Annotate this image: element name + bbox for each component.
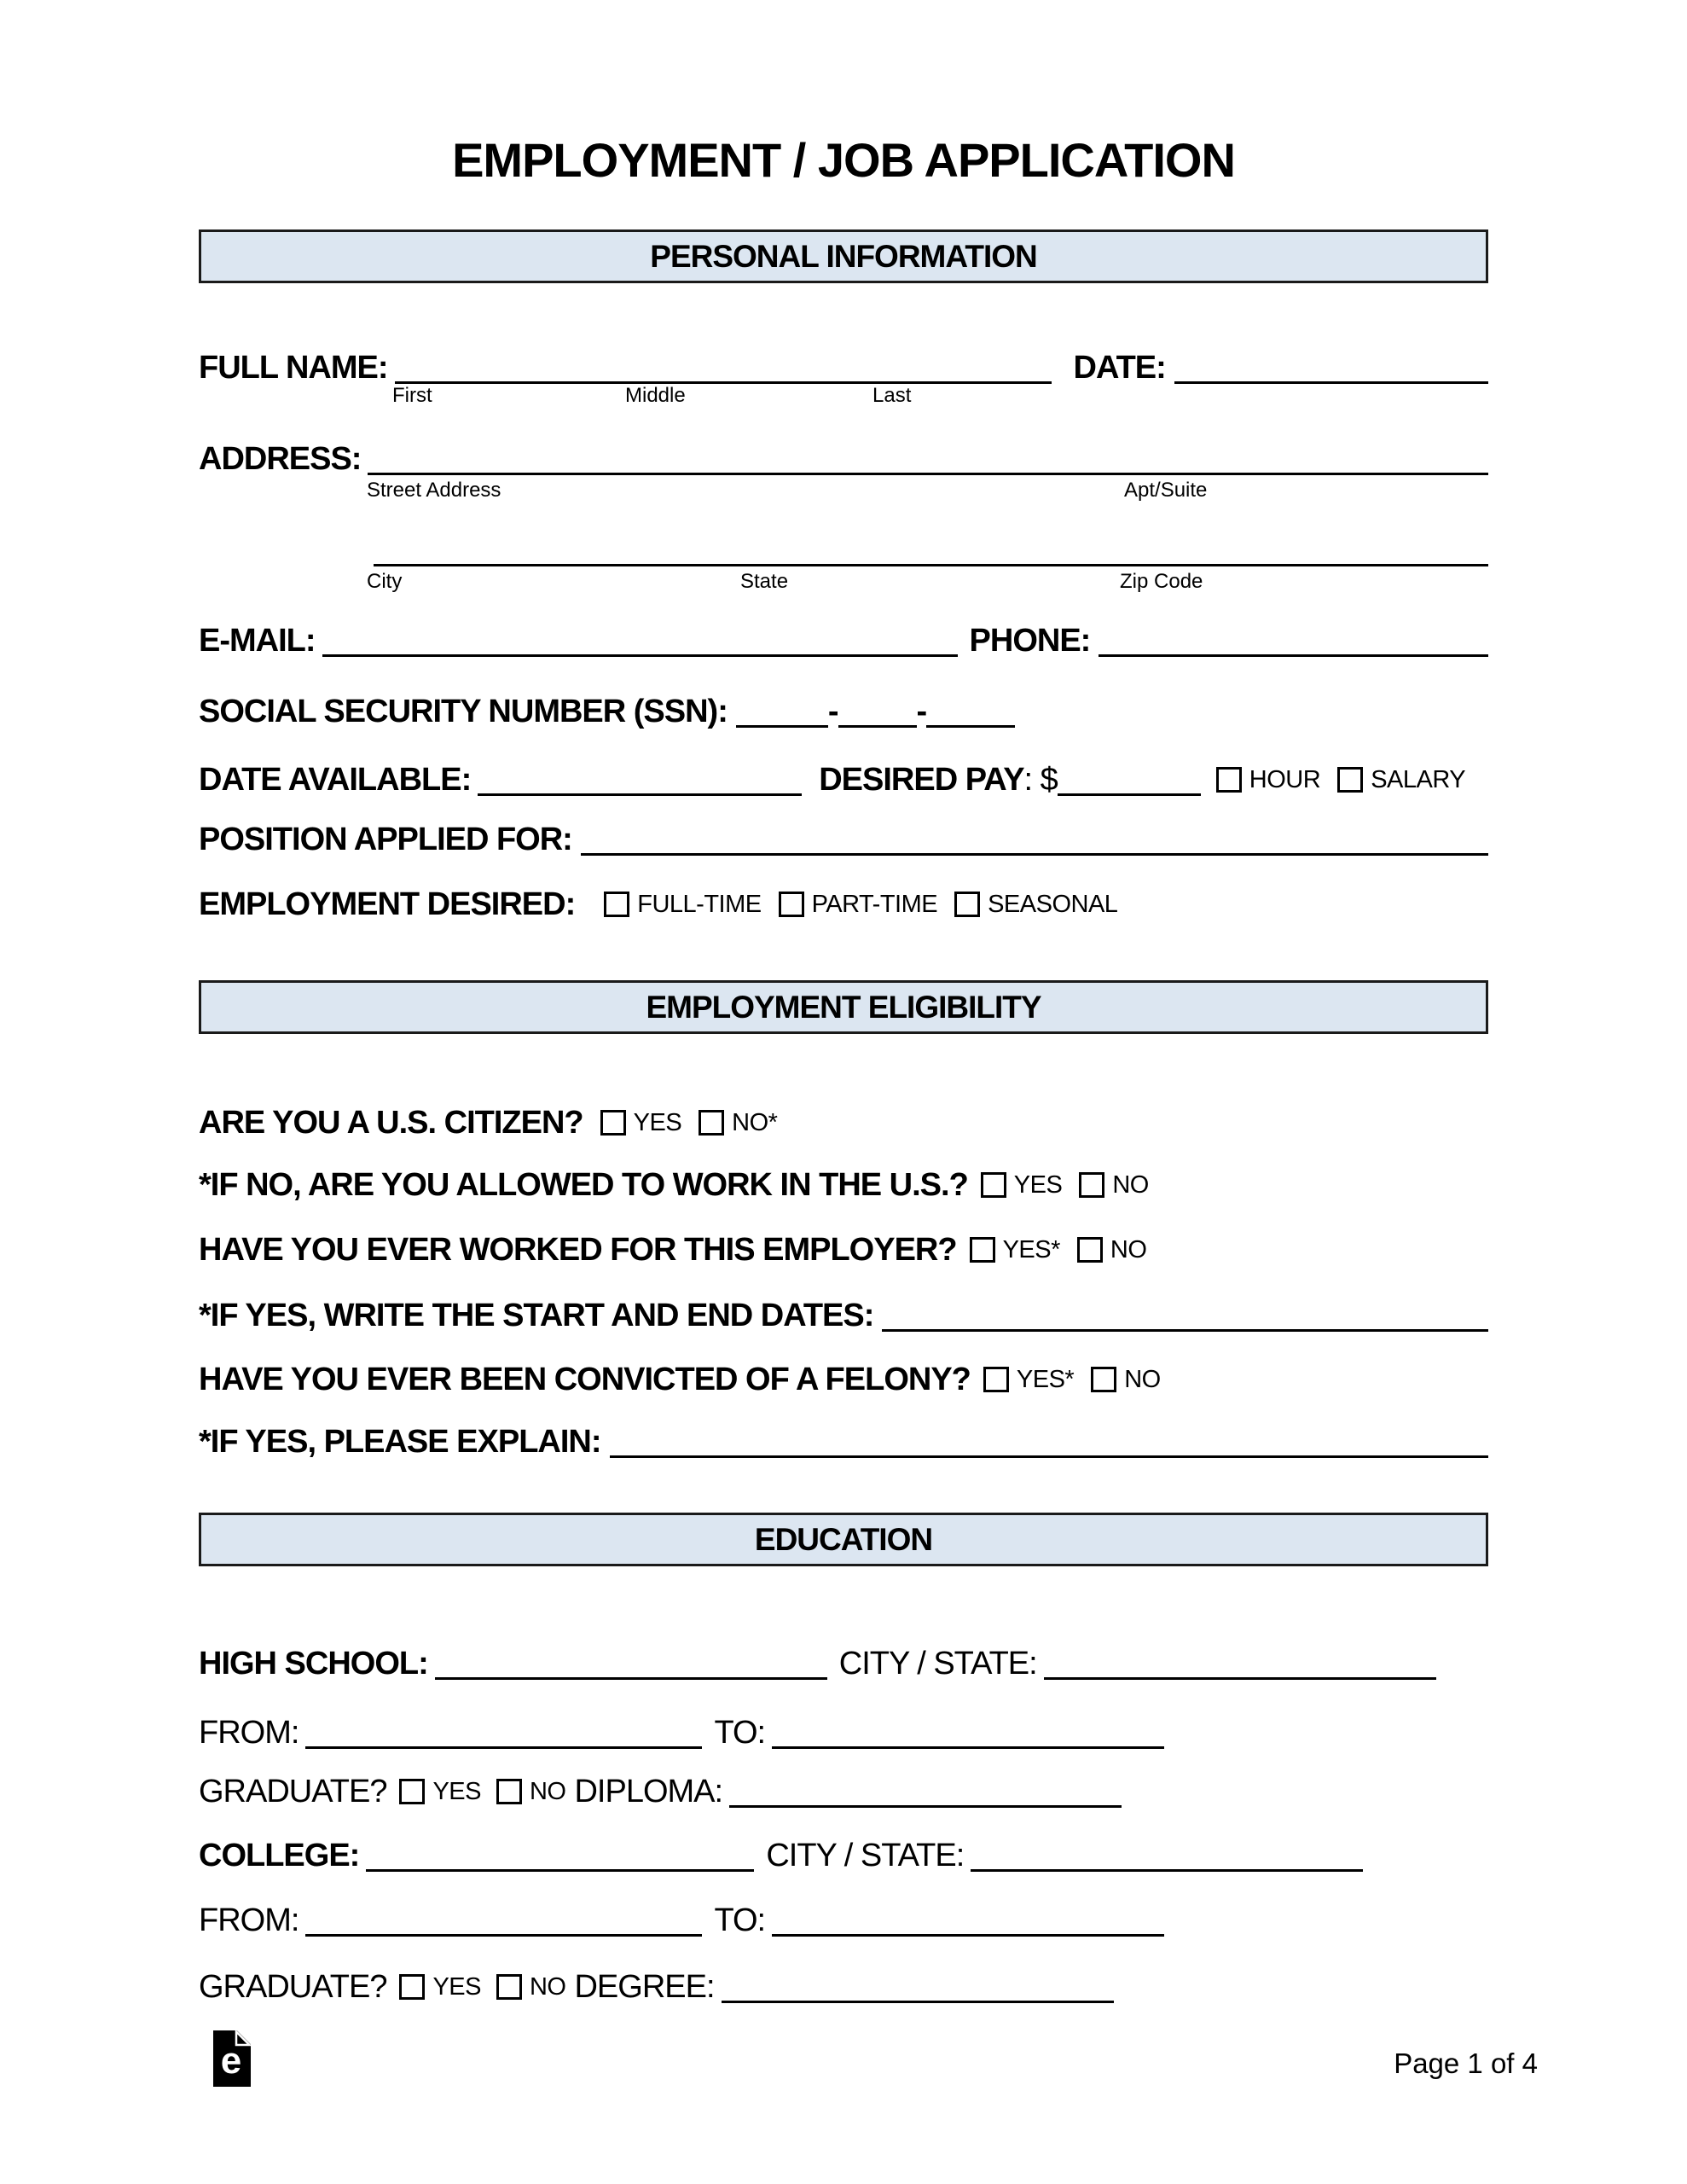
ssn-row: [199, 688, 1488, 728]
middle-name-sublabel: Middle: [625, 384, 686, 407]
start-end-dates-field[interactable]: [882, 1292, 1488, 1332]
date-available-desired-pay-row: [199, 756, 1488, 796]
position-applied-label: POSITION APPLIED FOR:: [199, 822, 572, 857]
checkbox-hs-graduate-yes[interactable]: [399, 1779, 425, 1804]
felony-explain-field[interactable]: [610, 1418, 1488, 1458]
hs-graduate-yes-label: YES: [432, 1778, 481, 1805]
apt-suite-sublabel: Apt/Suite: [1124, 479, 1208, 502]
checkbox-worked-yes[interactable]: [970, 1237, 995, 1263]
state-sublabel: State: [740, 570, 789, 593]
date-available-field[interactable]: [478, 756, 802, 796]
desired-pay-label: DESIRED PAY: [819, 762, 1024, 798]
worked-yes-label: YES*: [1002, 1236, 1060, 1263]
date-label: DATE:: [1073, 350, 1166, 386]
full-name-date-row: [199, 344, 1488, 384]
page-number: Page 1 of 4: [1394, 2048, 1538, 2079]
desired-pay-field[interactable]: [1058, 756, 1201, 796]
felony-yes-label: YES*: [1016, 1366, 1075, 1393]
full-name-field[interactable]: [395, 344, 1052, 384]
city-state-zip-field[interactable]: [374, 526, 1488, 566]
high-school-city-state-field[interactable]: [1044, 1640, 1436, 1680]
high-school-city-state-label: CITY / STATE:: [838, 1646, 1037, 1682]
diploma-label: DIPLOMA:: [574, 1774, 723, 1809]
high-school-field[interactable]: [435, 1640, 827, 1680]
zip-code-sublabel: Zip Code: [1120, 570, 1203, 593]
address-row: [199, 435, 1488, 475]
full-time-option-label: FULL-TIME: [637, 891, 762, 918]
address-label: ADDRESS:: [199, 441, 362, 477]
city-sublabel: City: [367, 570, 403, 593]
allowed-yes-label: YES: [1013, 1171, 1063, 1199]
allowed-no-label: NO: [1112, 1171, 1149, 1199]
worked-for-employer-question-row: [199, 1234, 1488, 1266]
high-school-row: [199, 1640, 1488, 1680]
street-address-sublabel: Street Address: [367, 479, 501, 502]
date-available-label: DATE AVAILABLE:: [199, 762, 472, 798]
college-graduate-row: [199, 1963, 1488, 2003]
college-city-state-field[interactable]: [971, 1832, 1363, 1872]
high-school-from-field[interactable]: [305, 1709, 702, 1749]
college-field[interactable]: [366, 1832, 754, 1872]
street-address-field[interactable]: [368, 435, 1488, 475]
high-school-to-field[interactable]: [772, 1709, 1164, 1749]
high-school-from-to-row: [199, 1709, 1488, 1749]
full-name-label: FULL NAME:: [199, 350, 388, 386]
felony-explain-label: *IF YES, PLEASE EXPLAIN:: [199, 1424, 601, 1460]
ssn-field-part-2[interactable]: [838, 688, 917, 728]
phone-field[interactable]: [1099, 617, 1488, 657]
section-header-employment-eligibility-label: EMPLOYMENT ELIGIBILITY: [646, 989, 1041, 1025]
checkbox-citizen-no[interactable]: [699, 1110, 724, 1136]
desired-pay-dollar-prefix: : $: [1023, 762, 1058, 798]
worked-for-employer-question-label: HAVE YOU EVER WORKED FOR THIS EMPLOYER?: [199, 1232, 957, 1268]
checkbox-college-graduate-no[interactable]: [496, 1974, 522, 2000]
worked-no-label: NO: [1110, 1236, 1147, 1263]
ssn-field-part-3[interactable]: [926, 688, 1015, 728]
checkbox-allowed-yes[interactable]: [981, 1172, 1006, 1198]
checkbox-seasonal[interactable]: [954, 892, 980, 917]
ssn-field-part-1[interactable]: [736, 688, 828, 728]
section-header-education-label: EDUCATION: [754, 1521, 933, 1557]
felony-no-label: NO: [1124, 1366, 1161, 1393]
checkbox-worked-no[interactable]: [1077, 1237, 1103, 1263]
name-sublabels-row: [199, 386, 1488, 408]
college-from-to-row: [199, 1896, 1488, 1937]
position-applied-field[interactable]: [581, 816, 1488, 856]
employment-desired-label: EMPLOYMENT DESIRED:: [199, 886, 576, 922]
allowed-to-work-question-row: [199, 1169, 1488, 1201]
college-graduate-label: GRADUATE?: [199, 1969, 387, 2005]
section-header-employment-eligibility: [199, 980, 1488, 1034]
address-sublabels-row-2: [199, 572, 1488, 594]
document-icon: [213, 2030, 251, 2087]
seasonal-option-label: SEASONAL: [988, 891, 1118, 918]
degree-field[interactable]: [722, 1963, 1114, 2003]
felony-question-label: HAVE YOU EVER BEEN CONVICTED OF A FELONY?: [199, 1362, 971, 1397]
email-label: E-MAIL:: [199, 623, 316, 659]
college-city-state-label: CITY / STATE:: [766, 1838, 965, 1873]
high-school-label: HIGH SCHOOL:: [199, 1646, 428, 1682]
college-row: [199, 1832, 1488, 1872]
start-end-dates-row: [199, 1292, 1488, 1332]
section-header-personal-information-label: PERSONAL INFORMATION: [650, 238, 1037, 274]
felony-explain-row: [199, 1418, 1488, 1458]
eforms-logo: [213, 2030, 251, 2091]
felony-question-row: [199, 1363, 1488, 1396]
part-time-option-label: PART-TIME: [811, 891, 938, 918]
position-applied-row: [199, 816, 1488, 856]
citizen-question-label: ARE YOU A U.S. CITIZEN?: [199, 1105, 583, 1141]
checkbox-felony-yes[interactable]: [983, 1367, 1009, 1392]
checkbox-part-time[interactable]: [779, 892, 804, 917]
date-field[interactable]: [1174, 344, 1488, 384]
high-school-graduate-label: GRADUATE?: [199, 1774, 387, 1809]
college-from-field[interactable]: [305, 1896, 702, 1937]
checkbox-allowed-no[interactable]: [1079, 1172, 1104, 1198]
checkbox-salary[interactable]: [1337, 767, 1363, 793]
ssn-hyphen-1: -: [827, 694, 838, 729]
hour-option-label: HOUR: [1249, 766, 1321, 793]
first-name-sublabel: First: [392, 384, 432, 407]
citizen-question-row: [199, 1107, 1488, 1139]
page-title: EMPLOYMENT / JOB APPLICATION: [452, 133, 1235, 187]
salary-option-label: SALARY: [1371, 766, 1466, 793]
high-school-graduate-row: [199, 1768, 1488, 1808]
email-phone-row: [199, 617, 1488, 657]
college-label: COLLEGE:: [199, 1838, 360, 1873]
checkbox-hs-graduate-no[interactable]: [496, 1779, 522, 1804]
logo-letter: e: [220, 2040, 242, 2082]
high-school-to-label: TO:: [714, 1715, 766, 1751]
citizen-yes-label: YES: [633, 1109, 682, 1136]
citizen-no-label: NO*: [732, 1109, 778, 1136]
college-to-field[interactable]: [772, 1896, 1164, 1937]
checkbox-felony-no[interactable]: [1091, 1367, 1116, 1392]
college-to-label: TO:: [714, 1902, 766, 1938]
allowed-to-work-question-label: *IF NO, ARE YOU ALLOWED TO WORK IN THE U.S.?: [199, 1167, 968, 1203]
checkbox-hour[interactable]: [1216, 767, 1242, 793]
address-row-2: [199, 526, 1488, 566]
last-name-sublabel: Last: [872, 384, 912, 407]
diploma-field[interactable]: [729, 1768, 1122, 1808]
college-from-label: FROM:: [199, 1902, 299, 1938]
employment-desired-row: [199, 888, 1488, 921]
degree-label: DEGREE:: [574, 1969, 715, 2005]
section-header-education: [199, 1513, 1488, 1566]
checkbox-citizen-yes[interactable]: [600, 1110, 626, 1136]
section-header-personal-information: [199, 229, 1488, 283]
start-end-dates-label: *IF YES, WRITE THE START AND END DATES:: [199, 1298, 874, 1333]
hs-graduate-no-label: NO: [529, 1778, 566, 1805]
college-graduate-yes-label: YES: [432, 1973, 481, 2001]
high-school-from-label: FROM:: [199, 1715, 299, 1751]
phone-label: PHONE:: [969, 623, 1091, 659]
ssn-hyphen-2: -: [916, 694, 927, 729]
address-sublabels-row-1: [199, 480, 1488, 502]
ssn-label: SOCIAL SECURITY NUMBER (SSN):: [199, 694, 728, 729]
college-graduate-no-label: NO: [529, 1973, 566, 2001]
checkbox-full-time[interactable]: [604, 892, 629, 917]
email-field[interactable]: [322, 617, 958, 657]
checkbox-college-graduate-yes[interactable]: [399, 1974, 425, 2000]
